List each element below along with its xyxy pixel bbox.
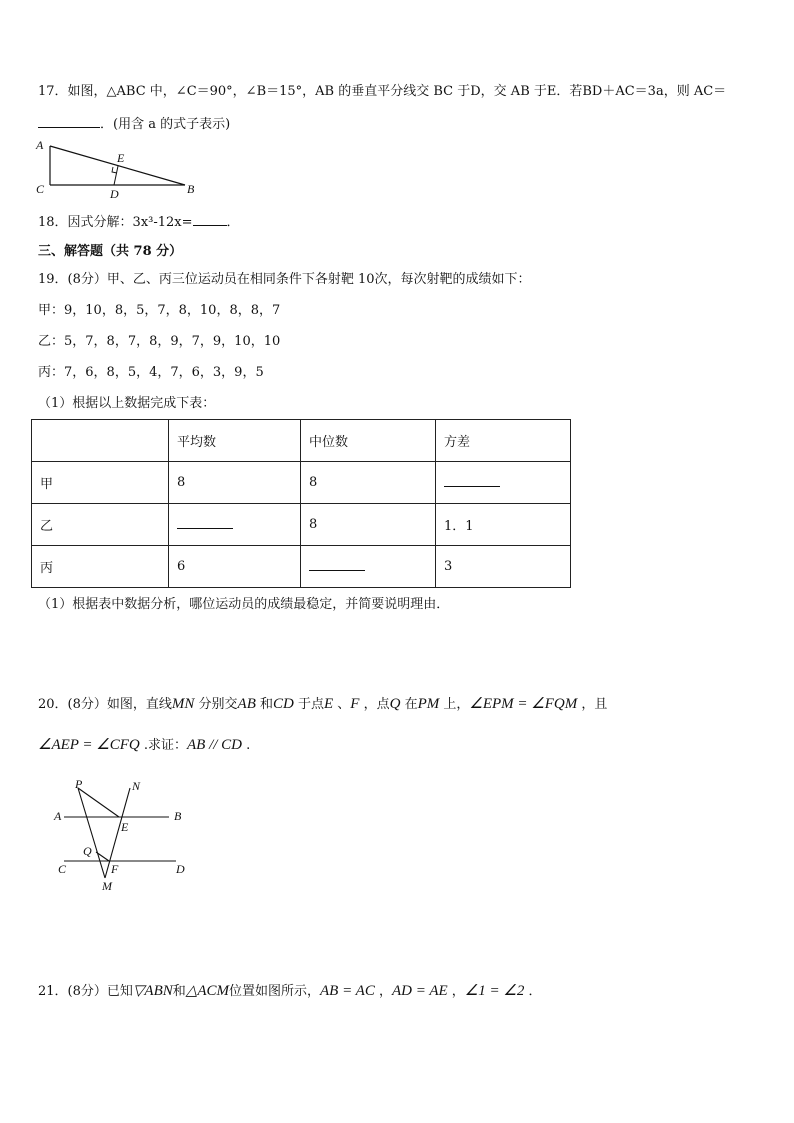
cell-median-blank[interactable]: [301, 546, 436, 588]
q20-line1: [38, 695, 607, 714]
q20-text: 20．(8分）如图，直线: [38, 697, 172, 712]
label-A: A: [54, 809, 62, 823]
q20-q: Q: [389, 696, 401, 712]
q21-triangle-abn: ▽ABN: [132, 983, 173, 999]
q19-row-bing: 丙：7，6，8，5，4，7，6，3，9，5: [38, 365, 264, 380]
q20-text: 在: [400, 697, 418, 712]
answer-blank[interactable]: [444, 474, 500, 487]
q20-text: 分别交: [194, 697, 238, 712]
q20-lines-figure: [50, 778, 200, 898]
cell-mean-blank[interactable]: [169, 504, 301, 546]
q21-text: 位置如图所示，: [228, 984, 320, 999]
q19-intro: 19．(8分）甲、乙、丙三位运动员在相同条件下各射靶 10次，每次射靶的成绩如下：: [38, 272, 531, 287]
label-C: C: [36, 182, 45, 196]
cell-median: 8: [301, 504, 436, 546]
q17-line1: [38, 83, 726, 101]
label-Q: Q: [83, 844, 92, 858]
cell-median: 8: [301, 462, 436, 504]
q19-score-table: [31, 419, 571, 588]
row-name: 甲: [32, 462, 169, 504]
q20-line2: [38, 736, 250, 755]
label-M: M: [102, 879, 112, 893]
q18-text: 18．因式分解：3x³-12x=: [38, 215, 193, 230]
q21-eq1: AB = AC: [320, 983, 375, 999]
answer-blank[interactable]: [177, 516, 233, 529]
q20-eq2: ∠AEP = ∠CFQ: [38, 737, 140, 753]
cell-variance: 3: [436, 546, 571, 588]
cell-variance: 1．1: [436, 504, 571, 546]
row-name: 丙: [32, 546, 169, 588]
q20-text: .: [242, 738, 251, 753]
table-row: [32, 462, 571, 504]
label-E: E: [117, 151, 125, 165]
label-B: B: [187, 182, 195, 196]
table-row: [32, 546, 571, 588]
table-header-mean: 平均数: [169, 420, 301, 462]
q20-text: 、: [333, 697, 351, 712]
section-3-header: 三、解答题（共 78 分）: [38, 244, 183, 259]
q21-text: 和: [172, 984, 186, 999]
q20-text: 和: [255, 697, 273, 712]
label-A: A: [36, 140, 44, 152]
label-C: C: [58, 862, 67, 876]
q17-answer-blank[interactable]: [38, 115, 100, 128]
q20-e: E: [323, 696, 334, 712]
q20-text: 上，: [439, 697, 470, 712]
q20-text: 于点: [293, 697, 324, 712]
q17-line2: [38, 115, 230, 134]
q21-line: [38, 982, 541, 1001]
label-D: D: [176, 862, 185, 876]
table-header-row: [32, 420, 571, 462]
q20-f: F: [350, 696, 360, 712]
q21-text: 21．(8分）已知: [38, 984, 133, 999]
label-B: B: [174, 809, 182, 823]
label-F: F: [111, 862, 119, 876]
table-row: [32, 504, 571, 546]
q21-text: ．: [524, 984, 542, 999]
q18-line: [38, 213, 240, 232]
q20-text: ，且: [577, 697, 608, 712]
cell-mean: 6: [169, 546, 301, 588]
q17-triangle-figure: [30, 140, 240, 202]
row-name: 乙: [32, 504, 169, 546]
table-header-median: 中位数: [301, 420, 436, 462]
q20-conclusion: AB // CD: [187, 737, 242, 753]
q20-ab: AB: [237, 696, 256, 712]
answer-blank[interactable]: [309, 558, 365, 571]
q20-cd: CD: [273, 696, 294, 712]
q21-text: ，: [374, 984, 392, 999]
cell-variance-blank[interactable]: [436, 462, 571, 504]
table-header-variance: 方差: [436, 420, 571, 462]
q19-row-jia: 甲：9，10，8，5，7，8，10，8，8，7: [38, 303, 281, 318]
q20-eq1: ∠EPM = ∠FQM: [469, 696, 578, 712]
q18-answer-blank[interactable]: [193, 213, 227, 226]
q21-eq2: AD = AE: [391, 983, 448, 999]
q20-mn: MN: [171, 696, 195, 712]
label-D: D: [110, 187, 119, 201]
q20-text: .求证：: [139, 738, 187, 753]
q21-text: ，: [447, 984, 465, 999]
q21-triangle-acm: △ACM: [185, 983, 229, 999]
label-E: E: [121, 820, 129, 834]
q20-pm: PM: [417, 696, 440, 712]
table-header-empty: [32, 420, 169, 462]
label-N: N: [132, 779, 141, 793]
q19-part2: （1）根据表中数据分析，哪位运动员的成绩最稳定，并简要说明理由．: [38, 597, 450, 612]
q17-hint: ．(用含 a 的式子表示): [100, 117, 231, 132]
cell-mean: 8: [169, 462, 301, 504]
q20-text: ，点: [359, 697, 390, 712]
label-P: P: [75, 778, 83, 791]
q18-end: ．: [226, 215, 240, 230]
q21-eq3: ∠1 = ∠2: [464, 983, 525, 999]
q19-row-yi: 乙：5，7，8，7，8，9，7，9，10，10: [38, 334, 281, 349]
q19-part1: （1）根据以上数据完成下表：: [38, 396, 216, 411]
q17-text: 17．如图，△ABC 中，∠C＝90°，∠B＝15°，AB 的垂直平分线交 BC 于D，交 AB 于E．若BD＋AC＝3a，则 AC＝: [38, 84, 727, 99]
